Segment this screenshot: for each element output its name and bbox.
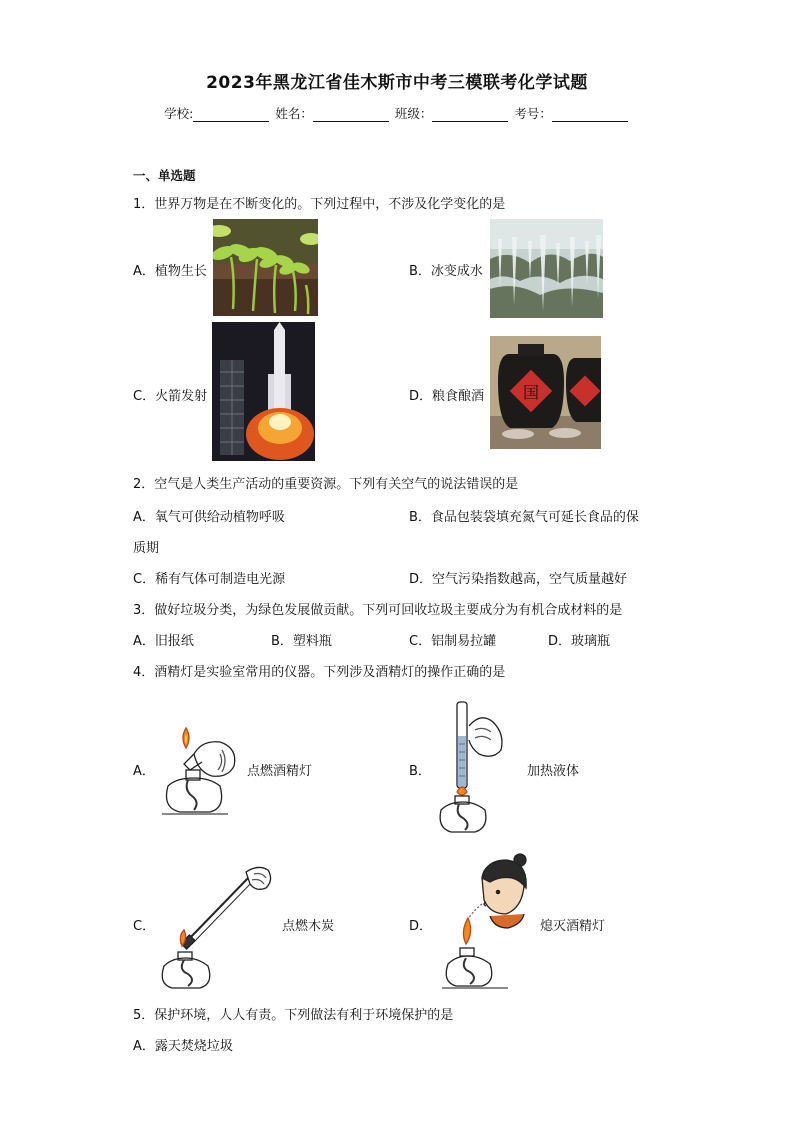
school-blank[interactable] — [193, 107, 269, 122]
heating-liquid-illustration — [435, 700, 510, 834]
q1-option-d: D．粮食酿酒 — [409, 389, 485, 404]
q3-option-b: B．塑料瓶 — [271, 634, 332, 649]
q3-option-d: D．玻璃瓶 — [548, 634, 611, 649]
question-5-stem: 5．保护环境，人人有责。下列做法有利于环境保护的是 — [133, 1008, 454, 1023]
q1-option-c: C．火箭发射 — [133, 389, 208, 404]
wine-jars-image — [490, 336, 601, 449]
q1-option-b: B．冰变成水 — [409, 264, 483, 279]
q3-option-a: A．旧报纸 — [133, 634, 194, 649]
q3-option-c: C．铝制易拉罐 — [409, 634, 497, 649]
lighting-lamp-with-lamp-illustration — [158, 724, 242, 818]
exam-number-label: 考号： — [514, 106, 552, 121]
q4-option-a: A． — [133, 764, 155, 779]
q4-caption-c: 点燃木炭 — [282, 919, 335, 934]
student-info-line — [0, 104, 794, 122]
q2-option-b-continued: 质期 — [133, 541, 160, 556]
q4-caption-d: 熄灭酒精灯 — [540, 919, 606, 934]
class-label: 班级： — [394, 106, 433, 121]
question-3-stem: 3．做好垃圾分类，为绿色发展做贡献。下列可回收垃圾主要成分为有机合成材料的是 — [133, 603, 623, 618]
question-2-stem: 2．空气是人类生产活动的重要资源。下列有关空气的说法错误的是 — [133, 477, 519, 492]
q4-option-c: C． — [133, 919, 156, 934]
q4-caption-a: 点燃酒精灯 — [247, 764, 313, 779]
q2-option-b: B．食品包装袋填充氮气可延长食品的保 — [409, 510, 639, 525]
q4-option-d: D． — [409, 919, 433, 934]
q5-option-a: A．露天焚烧垃圾 — [133, 1039, 233, 1054]
blowing-out-lamp-illustration — [442, 852, 536, 990]
question-1-stem: 1．世界万物是在不断变化的。下列过程中，不涉及化学变化的是 — [133, 197, 506, 212]
rocket-launch-image — [212, 322, 315, 461]
q2-option-d: D．空气污染指数越高，空气质量越好 — [409, 572, 628, 587]
q2-option-c: C．稀有气体可制造电光源 — [133, 572, 286, 587]
q4-option-b: B． — [409, 764, 431, 779]
icicles-image — [490, 219, 603, 318]
school-label: 学校: — [164, 106, 194, 121]
jar-label-text: 国 — [522, 383, 540, 402]
page-title: 2023年黑龙江省佳木斯市中考三模联考化学试题 — [206, 73, 588, 93]
q2-option-a: A．氧气可供给动植物呼吸 — [133, 510, 285, 525]
lighting-charcoal-illustration — [158, 862, 276, 990]
q1-option-a: A．植物生长 — [133, 264, 207, 279]
section-heading: 一、单选题 — [133, 168, 196, 183]
q4-caption-b: 加热液体 — [527, 764, 580, 779]
question-4-stem: 4．酒精灯是实验室常用的仪器。下列涉及酒精灯的操作正确的是 — [133, 665, 506, 680]
class-blank[interactable] — [432, 107, 508, 122]
name-label: 姓名： — [275, 106, 313, 121]
name-blank[interactable] — [313, 107, 389, 122]
seedlings-image — [213, 219, 318, 316]
exam-number-blank[interactable] — [552, 107, 628, 122]
